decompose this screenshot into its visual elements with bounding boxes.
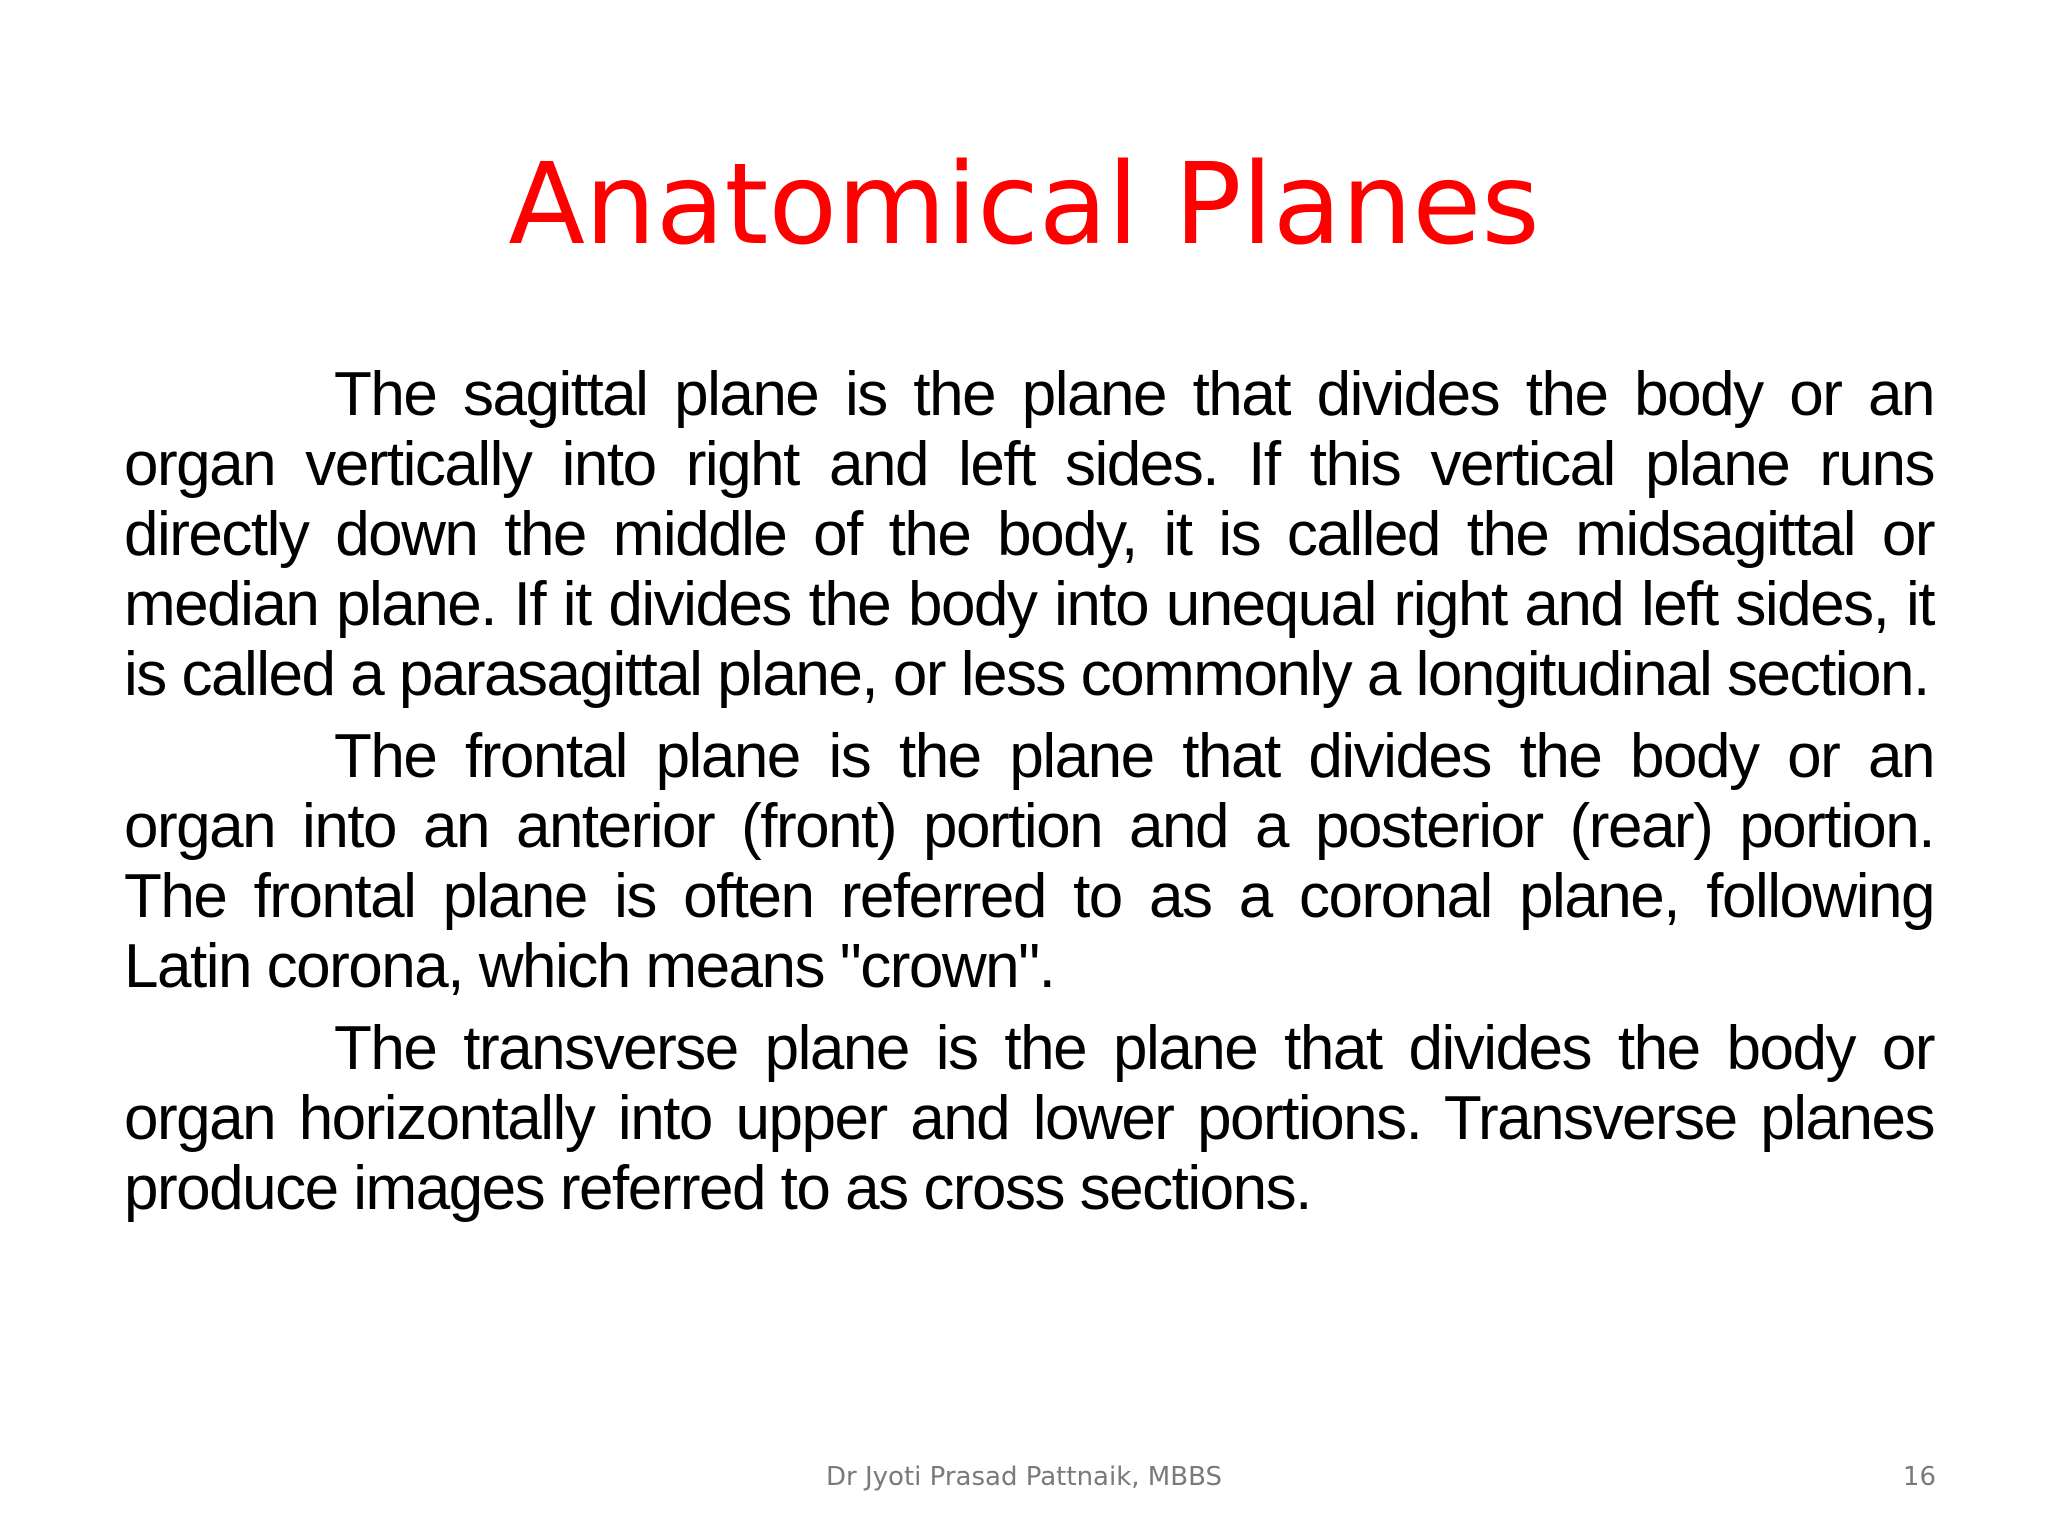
slide-title: Anatomical Planes — [508, 140, 1540, 270]
paragraph-transverse: The transverse plane is the plane that divides the body or organ horizontally into upper and lower portions. Transverse planes produce images referred to as cross sections. — [124, 1014, 1934, 1223]
footer-author: Dr Jyoti Prasad Pattnaik, MBBS — [826, 1462, 1222, 1492]
paragraph-sagittal: The sagittal plane is the plane that divides the body or an organ vertically into right and left sides. If this vertical plane runs directly down the middle of the body, it is called the midsagittal or median plane. If it divides the body into unequal right and left sides, it is called a parasagittal plane, or less commonly a longitudinal section. — [124, 360, 1934, 709]
slide-body — [124, 360, 1934, 1236]
paragraph-frontal: The frontal plane is the plane that divides the body or an organ into an anterior (front) portion and a posterior (rear) portion. The frontal plane is often referred to as a coronal plane, following Latin corona, which means "crown". — [124, 722, 1934, 1001]
slide-page-number: 16 — [1902, 1462, 1936, 1492]
